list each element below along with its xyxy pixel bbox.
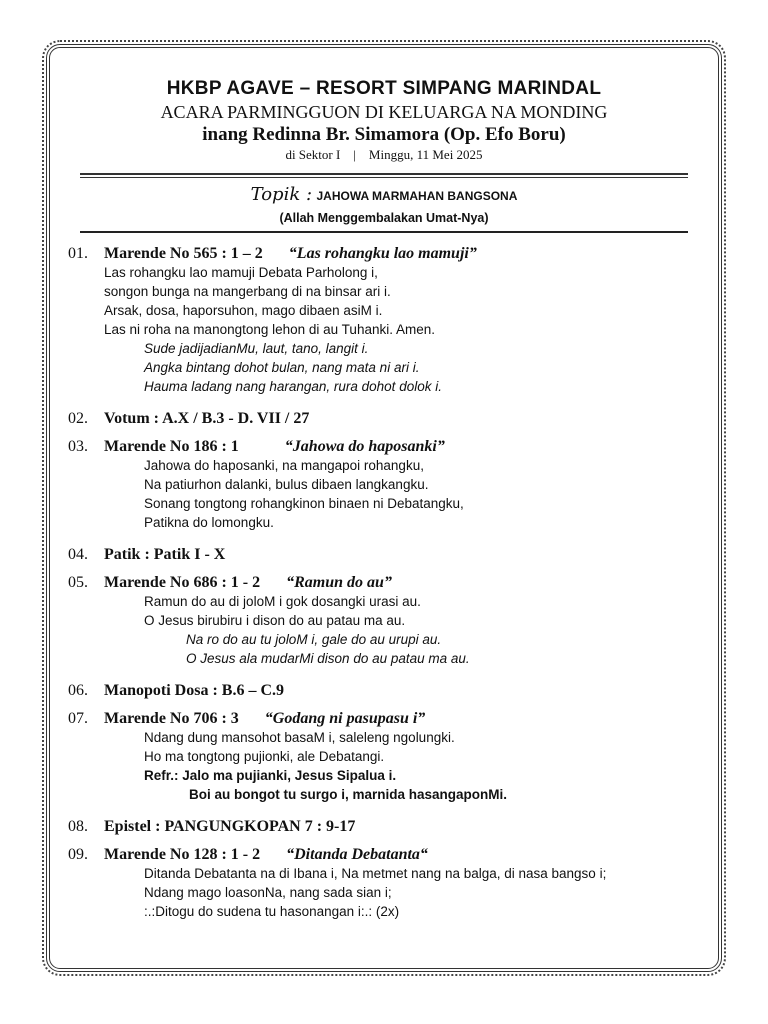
sector-date: di Sektor I | Minggu, 11 Mei 2025 bbox=[285, 147, 483, 162]
item-number: 01. bbox=[68, 245, 88, 262]
refrain-line: Refr.: Jalo ma pujianki, Jesus Sipalua i. bbox=[144, 768, 397, 783]
liturgy-item bbox=[66, 846, 702, 921]
verse-line: Sude jadijadianMu, laut, tano, langit i. bbox=[144, 341, 369, 356]
item-title-text: Marende No 706 : 3 bbox=[104, 710, 239, 727]
verse-line: Ndang dung mansohot basaM i, saleleng ngolungki. bbox=[144, 730, 455, 745]
item-title-text: Patik : Patik I - X bbox=[104, 546, 226, 563]
verse-line: Ho ma tongtong pujionki, ale Debatangi. bbox=[144, 749, 385, 764]
verse-line: Ramun do au di joloM i gok dosangki urasi au. bbox=[144, 594, 421, 609]
item-title bbox=[104, 574, 702, 592]
item-number: 04. bbox=[68, 546, 88, 563]
item-title bbox=[104, 818, 702, 836]
verse-line: O Jesus ala mudarMi dison do au patau ma au. bbox=[186, 651, 470, 666]
item-number: 08. bbox=[68, 818, 88, 835]
item-number: 05. bbox=[68, 574, 88, 591]
verse-line: :.:Ditogu do sudena tu hasonangan i:.: (2x) bbox=[144, 904, 400, 919]
refrain-line: Boi au bongot tu surgo i, marnida hasangaponMi. bbox=[189, 787, 508, 802]
person-name: inang Redinna Br. Simamora (Op. Efo Boru) bbox=[202, 124, 566, 145]
verse-line: Las ni roha na manongtong lehon di au Tuhanki. Amen. bbox=[104, 322, 435, 337]
item-title bbox=[104, 438, 702, 456]
topic-divider bbox=[80, 231, 688, 233]
liturgy-item bbox=[66, 682, 702, 700]
liturgy-item bbox=[66, 410, 702, 428]
topic-translation: (Allah Menggembalakan Umat-Nya) bbox=[279, 211, 489, 225]
item-title-text: Marende No 128 : 1 - 2 bbox=[104, 846, 261, 863]
liturgy-item bbox=[66, 818, 702, 836]
item-title bbox=[104, 710, 702, 728]
verse-line: Jahowa do haposanki, na mangapoi rohangku, bbox=[144, 458, 424, 473]
hymn-title: “Godang ni pasupasu i” bbox=[264, 710, 426, 727]
program-content bbox=[66, 70, 702, 921]
topic-title: JAHOWA MARMAHAN BANGSONA bbox=[316, 189, 518, 203]
topic-label: Topik : bbox=[250, 184, 313, 205]
item-title-text: Marende No 686 : 1 - 2 bbox=[104, 574, 261, 591]
hymn-title: “Las rohangku lao mamuji” bbox=[288, 245, 477, 262]
liturgy-item bbox=[66, 245, 702, 396]
item-title-text: Manopoti Dosa : B.6 – C.9 bbox=[104, 682, 285, 699]
church-title: HKBP AGAVE – RESORT SIMPANG MARINDAL bbox=[166, 78, 602, 99]
liturgy-item bbox=[66, 574, 702, 668]
hymn-title: “Ditanda Debatanta“ bbox=[286, 846, 428, 863]
header bbox=[66, 78, 702, 163]
item-number: 07. bbox=[68, 710, 88, 727]
item-title-text: Votum : A.X / B.3 - D. VII / 27 bbox=[104, 410, 310, 427]
verse-line: Las rohangku lao mamuji Debata Parholong i, bbox=[104, 265, 378, 280]
item-title-text: Marende No 186 : 1 bbox=[104, 438, 239, 455]
item-number: 06. bbox=[68, 682, 88, 699]
verse-line: Ndang mago loasonNa, nang sada sian i; bbox=[144, 885, 392, 900]
verse-line: Na patiurhon dalanki, bulus dibaen langkangku. bbox=[144, 477, 429, 492]
verse-line: O Jesus birubiru i dison do au patau ma au. bbox=[144, 613, 406, 628]
item-number: 02. bbox=[68, 410, 88, 427]
verse-line: songon bunga na mangerbang di na binsar ari i. bbox=[104, 284, 391, 299]
item-title bbox=[104, 846, 702, 864]
topic bbox=[66, 184, 702, 225]
verse-line: Ditanda Debatanta na di Ibana i, Na metmet nang na balga, di nasa bangso i; bbox=[144, 866, 607, 881]
liturgy-item bbox=[66, 710, 702, 804]
verse-line: Na ro do au tu joloM i, gale do au urupi au. bbox=[186, 632, 442, 647]
verse-line: Hauma ladang nang harangan, rura dohot dolok i. bbox=[144, 379, 442, 394]
liturgy-item bbox=[66, 438, 702, 532]
item-title bbox=[104, 682, 702, 700]
header-divider bbox=[80, 173, 688, 178]
item-title bbox=[104, 245, 702, 263]
verse-line: Angka bintang dohot bulan, nang mata ni ari i. bbox=[144, 360, 420, 375]
hymn-title: “Ramun do au” bbox=[286, 574, 392, 591]
item-title-text: Epistel : PANGUNGKOPAN 7 : 9-17 bbox=[104, 818, 356, 835]
item-title-text: Marende No 565 : 1 – 2 bbox=[104, 245, 263, 262]
item-title bbox=[104, 546, 702, 564]
item-number: 09. bbox=[68, 846, 88, 863]
event-title: ACARA PARMINGGUON DI KELUARGA NA MONDING bbox=[160, 102, 608, 122]
item-number: 03. bbox=[68, 438, 88, 455]
verse-line: Arsak, dosa, haporsuhon, mago dibaen asiM i. bbox=[104, 303, 383, 318]
verse-line: Sonang tongtong rohangkinon binaen ni Debatangku, bbox=[144, 496, 464, 511]
liturgy-item bbox=[66, 546, 702, 564]
verse-line: Patikna do lomongku. bbox=[144, 515, 274, 530]
hymn-title: “Jahowa do haposanki” bbox=[284, 438, 445, 455]
item-title bbox=[104, 410, 702, 428]
liturgy-items bbox=[66, 245, 702, 921]
